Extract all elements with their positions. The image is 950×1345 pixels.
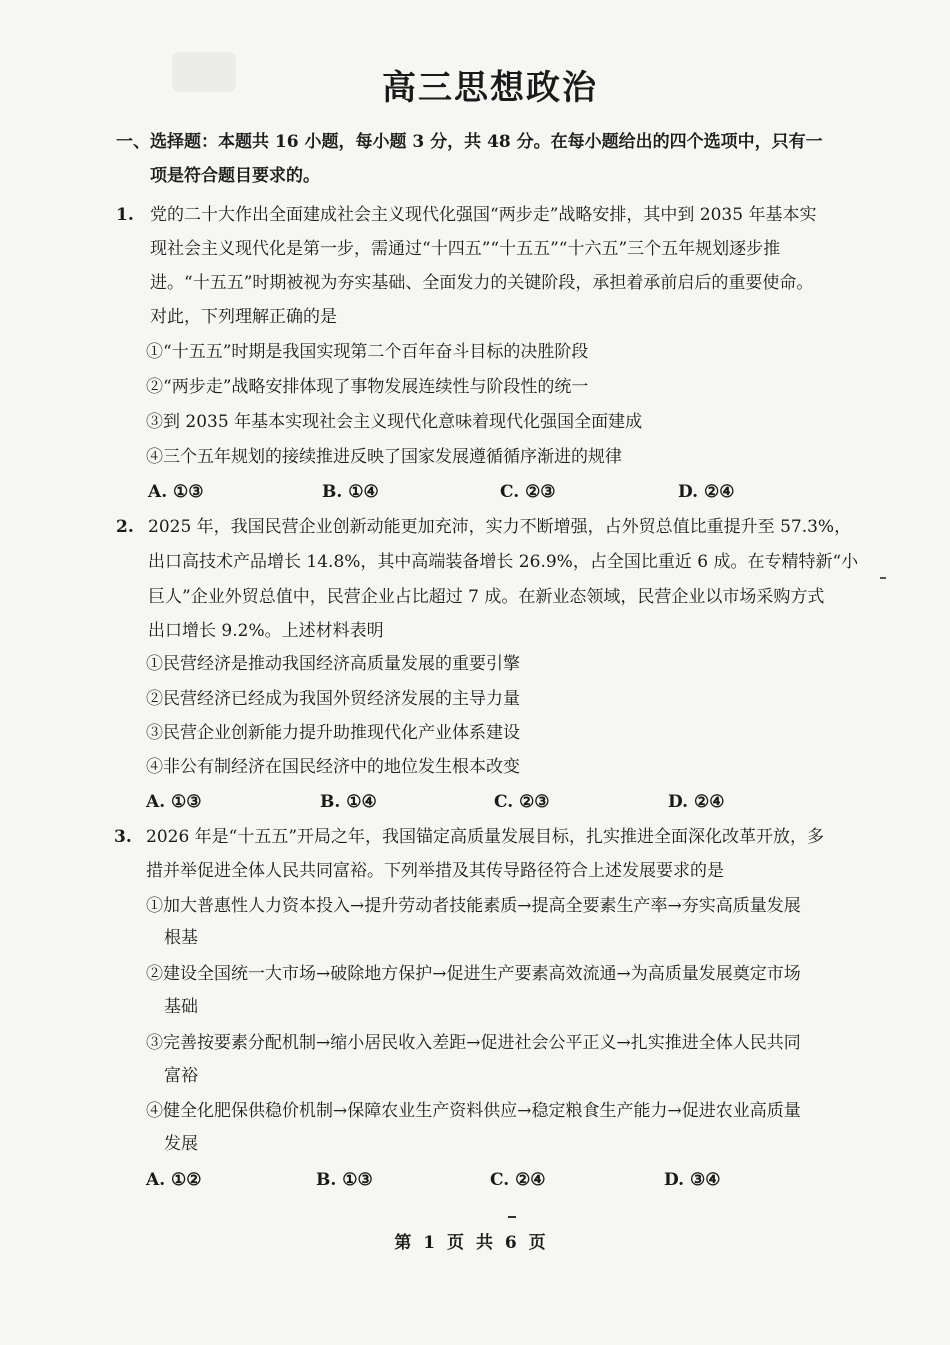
question-2-option-b[interactable]: B. ①④ bbox=[320, 792, 377, 812]
question-3-option-c[interactable]: C. ②④ bbox=[490, 1170, 546, 1190]
question-2-stem-line: 出口增长 9.2%。上述材料表明 bbox=[148, 621, 384, 641]
question-1-stem-line: 对此，下列理解正确的是 bbox=[150, 307, 337, 327]
question-3-option-a[interactable]: A. ①② bbox=[146, 1170, 202, 1190]
question-1-item: ②“两步走”战略安排体现了事物发展连续性与阶段性的统一 bbox=[146, 377, 589, 397]
question-1-stem-line: 现社会主义现代化是第一步，需通过“十四五”“十五五”“十六五”三个五年规划逐步推 bbox=[150, 239, 781, 259]
question-1-stem-line: 进。“十五五”时期被视为夯实基础、全面发力的关键阶段，承担着承前启后的重要使命。 bbox=[150, 273, 814, 293]
question-3-item-continuation: 富裕 bbox=[164, 1066, 198, 1086]
question-2-option-a[interactable]: A. ①③ bbox=[146, 792, 202, 812]
question-1-item: ③到 2035 年基本实现社会主义现代化意味着现代化强国全面建成 bbox=[146, 412, 643, 432]
question-3-item: ①加大普惠性人力资本投入→提升劳动者技能素质→提高全要素生产率→夯实高质量发展 bbox=[146, 896, 801, 916]
question-1-option-c[interactable]: C. ②③ bbox=[500, 482, 556, 502]
section-header-line-1: 一、选择题：本题共 16 小题，每小题 3 分，共 48 分。在每小题给出的四个选项中，只有一 bbox=[116, 132, 823, 152]
question-3-item: ③完善按要素分配机制→缩小居民收入差距→促进社会公平正义→扎实推进全体人民共同 bbox=[146, 1033, 801, 1053]
question-3-item: ②建设全国统一大市场→破除地方保护→促进生产要素高效流通→为高质量发展奠定市场 bbox=[146, 964, 801, 984]
question-1-stem-line: 党的二十大作出全面建成社会主义现代化强国“两步走”战略安排，其中到 2035 年基本实 bbox=[150, 205, 817, 225]
question-2-item: ④非公有制经济在国民经济中的地位发生根本改变 bbox=[146, 757, 520, 777]
question-2-stem-line: 巨人”企业外贸总值中，民营企业占比超过 7 成。在新业态领域，民营企业以市场采购方式 bbox=[148, 587, 825, 607]
question-2-item: ③民营企业创新能力提升助推现代化产业体系建设 bbox=[146, 723, 520, 743]
page-title: 高三思想政治 bbox=[382, 68, 598, 108]
question-1-item: ④三个五年规划的接续推进反映了国家发展遵循循序渐进的规律 bbox=[146, 447, 622, 467]
question-3-item-continuation: 基础 bbox=[164, 997, 198, 1017]
question-2-stem-line: 出口高技术产品增长 14.8%，其中高端装备增长 26.9%，占全国比重近 6 成。在专精特新“小 bbox=[148, 552, 859, 572]
question-1-option-d[interactable]: D. ②④ bbox=[678, 482, 735, 502]
question-1-number: 1. bbox=[116, 205, 134, 225]
question-2-option-d[interactable]: D. ②④ bbox=[668, 792, 725, 812]
question-3-stem-line: 2026 年是“十五五”开局之年，我国锚定高质量发展目标，扎实推进全面深化改革开放，多 bbox=[146, 827, 825, 847]
question-3-item-continuation: 发展 bbox=[164, 1134, 198, 1154]
scan-mark bbox=[508, 1216, 516, 1218]
section-header-line-2: 项是符合题目要求的。 bbox=[150, 166, 320, 186]
question-3-option-d[interactable]: D. ③④ bbox=[664, 1170, 721, 1190]
question-2-item: ①民营经济是推动我国经济高质量发展的重要引擎 bbox=[146, 654, 520, 674]
question-3-option-b[interactable]: B. ①③ bbox=[316, 1170, 373, 1190]
page-footer: 第 1 页 共 6 页 bbox=[394, 1233, 546, 1253]
question-1-item: ①“十五五”时期是我国实现第二个百年奋斗目标的决胜阶段 bbox=[146, 342, 589, 362]
question-3-number: 3. bbox=[114, 827, 132, 847]
question-2-option-c[interactable]: C. ②③ bbox=[494, 792, 550, 812]
question-1-option-a[interactable]: A. ①③ bbox=[148, 482, 204, 502]
question-1-option-b[interactable]: B. ①④ bbox=[322, 482, 379, 502]
question-2-number: 2. bbox=[116, 517, 134, 537]
question-2-stem-line: 2025 年，我国民营企业创新动能更加充沛，实力不断增强，占外贸总值比重提升至 57.3%， bbox=[148, 517, 852, 537]
question-2-item: ②民营经济已经成为我国外贸经济发展的主导力量 bbox=[146, 689, 520, 709]
question-3-item: ④健全化肥保供稳价机制→保障农业生产资料供应→稳定粮食生产能力→促进农业高质量 bbox=[146, 1101, 801, 1121]
question-3-item-continuation: 根基 bbox=[164, 928, 198, 948]
scan-mark bbox=[880, 577, 886, 579]
question-3-stem-line: 措并举促进全体人民共同富裕。下列举措及其传导路径符合上述发展要求的是 bbox=[146, 861, 724, 881]
